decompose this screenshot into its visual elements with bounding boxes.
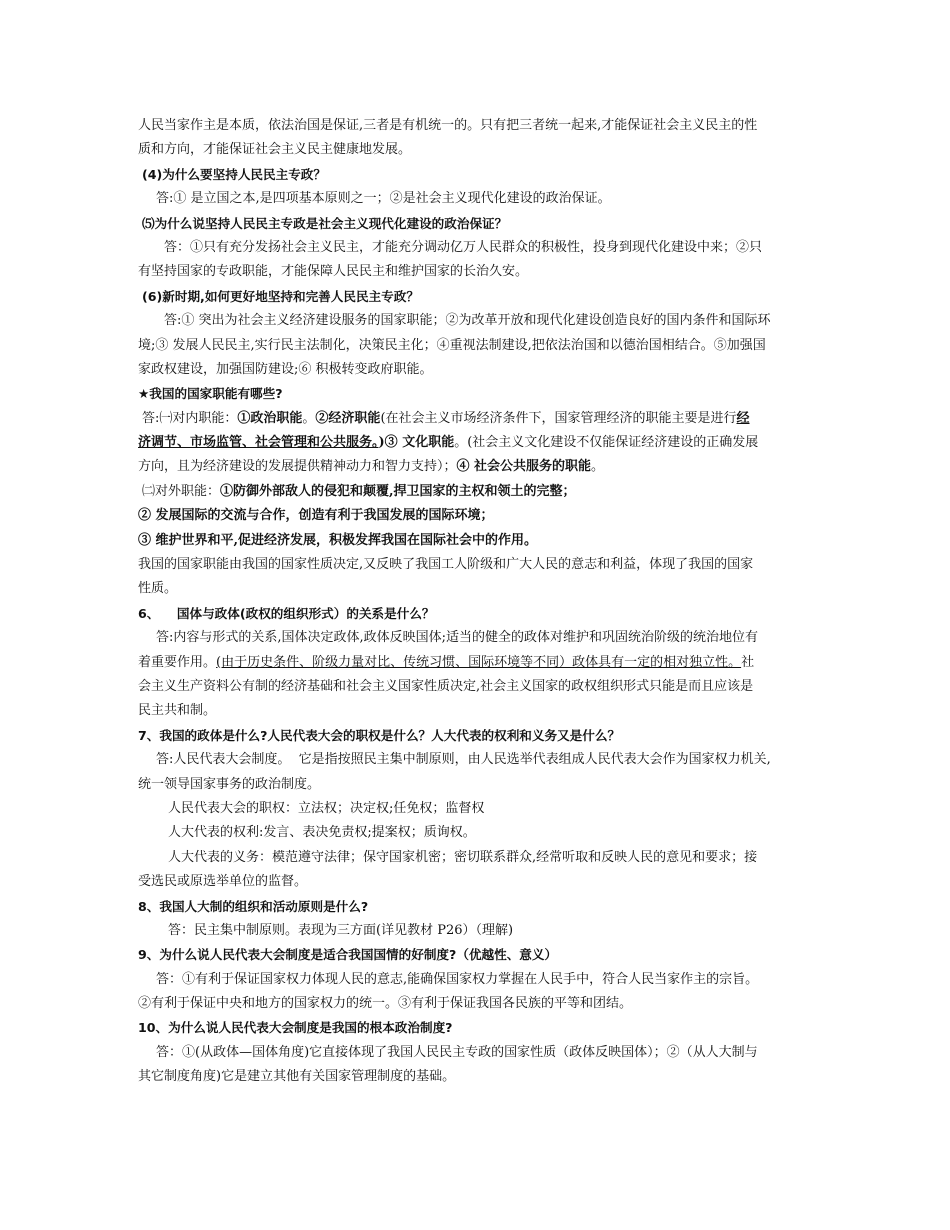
- question-heading: (6)新时期,如何更好地坚持和完善人民民主专政？: [142, 288, 419, 304]
- answer-line: 答：①(从政体—国体角度)它直接体现了我国人民民主专政的国家性质（政体反映国体）；②（从人大制与: [156, 1044, 758, 1060]
- text-run: ㈡对外职能：: [142, 483, 221, 499]
- question-heading: 10、为什么说人民代表大会制度是我国的根本政治制度?: [138, 1020, 453, 1036]
- question-heading: 7、我国的政体是什么?人民代表大会的职权是什么？人大代表的权利和义务又是什么？: [138, 727, 621, 743]
- answer-line: 答：①只有充分发扬社会主义民主，才能充分调动亿万人民群众的积极性，投身到现代化建设中来；②只: [164, 239, 763, 255]
- text-line: 我国的国家职能由我国的国家性质决定,又反映了我国工人阶级和广大人民的意志和利益，体现了我国的国家: [138, 557, 754, 573]
- bold-run: ①政治职能: [237, 410, 303, 426]
- bold-run: ①防御外部敌人的侵犯和颠覆,捍卫国家的主权和领土的完整；: [220, 483, 576, 499]
- question-heading: 8、我国人大制的组织和活动原则是什么?: [138, 898, 369, 914]
- question-heading: ⑸为什么说坚持人民民主专政是社会主义现代化建设的政治保证？: [142, 215, 508, 231]
- answer-line: 答:① 突出为社会主义经济建设服务的国家职能；②为改革开放和现代化建设创造良好的国内条件和国际环: [164, 313, 771, 329]
- answer-line: [138, 480, 810, 504]
- answer-line: [138, 651, 810, 675]
- answer-line: 家政权建设，加强国防建设;⑥ 积极转变政府职能。: [138, 361, 433, 377]
- answer-line: 会主义生产资料公有制的经济基础和社会主义国家性质决定,社会主义国家的政权组织形式只能是而且应该是: [138, 678, 754, 694]
- answer-line: ②有利于保证中央和地方的国家权力的统一。③有利于保证我国各民族的平等和团结。: [138, 996, 633, 1012]
- text-run: 方向，且为经济建设的发展提供精神动力和智力支持）；: [138, 459, 457, 475]
- answer-line: 人民代表大会的职权：立法权；决定权;任免权；监督权: [168, 800, 485, 816]
- question-heading: 9、为什么说人民代表大会制度是适合我国国情的好制度?（优越性、意义）: [138, 947, 558, 963]
- answer-line: 答：①有利于保证国家权力体现人民的意志,能确保国家权力掌握在人民手中，符合人民当家作主的宗旨。: [156, 971, 759, 987]
- answer-line: 受选民或原选举单位的监督。: [138, 874, 308, 890]
- answer-line: ③ 维护世界和平,促进经济发展，积极发挥我国在国际社会中的作用。: [138, 532, 538, 548]
- text-run: 着重要作用。: [138, 654, 217, 670]
- bold-run: ④ 社会公共服务的职能: [456, 459, 592, 475]
- answer-line: ② 发展国际的交流与合作，创造有利于我国发展的国际环境；: [138, 508, 494, 524]
- answer-line: [138, 455, 810, 479]
- answer-line: 答:人民代表大会制度。 它是指按照民主集中制原则，由人民选举代表组成人民代表大会作为国家权力机关,: [156, 752, 771, 768]
- answer-line: 人大代表的义务：模范遵守法律；保守国家机密；密切联系群众,经常听取和反映人民的意见和要求；接: [168, 849, 758, 865]
- underlined-run: 济调节、市场监管、社会管理和公共服务。: [138, 435, 379, 451]
- star-heading: ★我国的国家职能有哪些?: [138, 386, 283, 402]
- question-heading: 6、 国体与政体(政权的组织形式）的关系是什么？: [138, 605, 435, 621]
- answer-line: 答:内容与形式的关系,国体决定政体,政体反映国体;适当的健全的政体对维护和巩固统治阶级的统治地位有: [156, 630, 759, 646]
- underlined-run: (由于历史条件、阶级力量对比、传统习惯、国际环境等不同）政体具有一定的相对独立性。: [216, 654, 742, 670]
- underlined-run: 经: [736, 410, 750, 426]
- text-line: 人民当家作主是本质，依法治国是保证,三者是有机统一的。只有把三者统一起来,才能保证社会主义民主的性: [138, 118, 758, 133]
- document-page: [138, 114, 810, 1090]
- bold-run: ②经济职能: [315, 410, 381, 426]
- text-line: 性质。: [138, 581, 178, 597]
- answer-line: 答：民主集中制原则。表现为三方面(详见教材 P26）（理解): [168, 922, 514, 938]
- answer-line: [138, 407, 810, 431]
- answer-line: [138, 431, 810, 455]
- answer-line: 民主共和制。: [138, 703, 217, 719]
- text-run: 。: [591, 459, 605, 475]
- answer-line: 人大代表的权利:发言、表决免责权;提案权；质询权。: [168, 825, 476, 841]
- answer-line: 答:① 是立国之本,是四项基本原则之一；②是社会主义现代化建设的政治保证。: [156, 191, 611, 207]
- text-run: 社: [741, 654, 755, 670]
- question-heading: (4)为什么要坚持人民民主专政？: [142, 166, 326, 182]
- answer-line: 统一领导国家事务的政治制度。: [138, 776, 321, 792]
- answer-line: 其它制度角度)它是建立其他有关国家管理制度的基础。: [138, 1069, 456, 1085]
- text-line: 质和方向，才能保证社会主义民主健康地发展。: [138, 142, 412, 158]
- text-run: (在社会主义市场经济条件下，国家管理经济的职能主要是进行: [380, 410, 737, 426]
- bold-run: )③ 文化职能: [378, 435, 455, 451]
- answer-line: 有坚持国家的专政职能，才能保障人民民主和维护国家的长治久安。: [138, 264, 529, 280]
- text-run: 答:㈠对内职能：: [142, 410, 238, 426]
- text-run: 。: [302, 410, 316, 426]
- answer-line: 境;③ 发展人民民主,实行民主法制化，决策民主化；④重视法制建设,把依法治国和以德治国相结合。⑤加强国: [138, 337, 766, 353]
- text-run: 。(社会主义文化建设不仅能保证经济建设的正确发展: [454, 435, 759, 451]
